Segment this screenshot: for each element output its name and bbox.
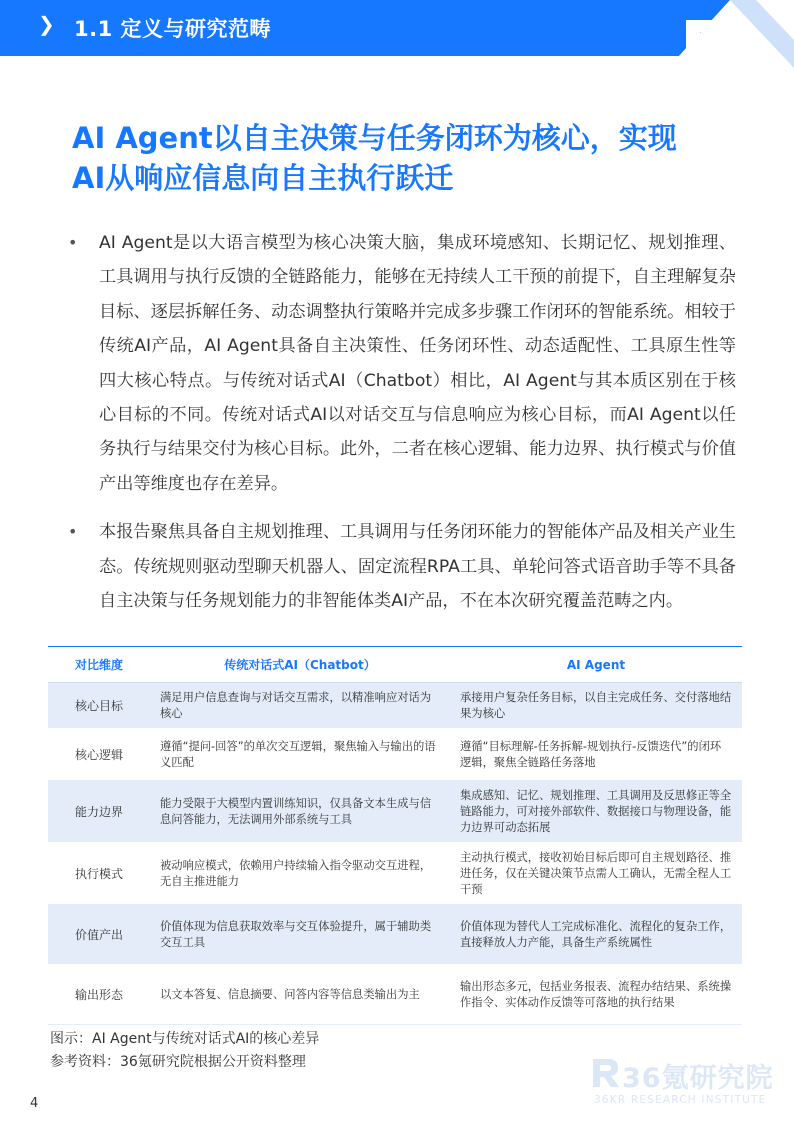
- comparison-table: [48, 646, 742, 1025]
- row-chatbot-cell: 遵循“提问-回答”的单次交互逻辑，聚焦输入与输出的语义匹配: [150, 729, 450, 781]
- table-row: [48, 729, 742, 781]
- bullet-text: 本报告聚焦具备自主规划推理、工具调用与任务闭环能力的智能体产品及相关产业生态。传统规则驱动型聊天机器人、固定流程RPA工具、单轮问答式语音助手等不具备自主决策与任务规划能力的非智能体类AI产品，不在本次研究覆盖范畴之内。: [99, 522, 736, 612]
- table-row: [48, 905, 742, 965]
- row-dimension: 能力边界: [48, 781, 150, 843]
- row-chatbot-cell: 能力受限于大模型内置训练知识，仅具备文本生成与信息问答能力，无法调用外部系统与工具: [150, 781, 450, 843]
- row-agent-cell: 输出形态多元，包括业务报表、流程办结结果、系统操作指令、实体动作反馈等可落地的执行结果: [450, 965, 742, 1025]
- bullet-item: [66, 515, 736, 618]
- table-row: [48, 781, 742, 843]
- row-agent-cell: 主动执行模式，接收初始目标后即可自主规划路径、推进任务，仅在关键决策节点需人工确认，无需全程人工干预: [450, 843, 742, 905]
- header-agent: AI Agent: [450, 647, 742, 683]
- source-note: 参考资料：36氪研究院根据公开资料整理: [50, 1054, 306, 1070]
- figure-caption: 图示：AI Agent与传统对话式AI的核心差异: [50, 1031, 320, 1047]
- institute-name-en: 36KR RESEARCH INSTITUTE: [594, 1094, 767, 1106]
- row-dimension: 核心逻辑: [48, 729, 150, 781]
- row-dimension: 输出形态: [48, 965, 150, 1025]
- row-agent-cell: 承接用户复杂任务目标，以自主完成任务、交付落地结果为核心: [450, 683, 742, 729]
- institute-r-icon: [592, 1058, 620, 1088]
- bullet-dot-icon: •: [68, 522, 78, 542]
- row-agent-cell: 遵循“目标理解-任务拆解-规划执行-反馈迭代”的闭环逻辑，聚焦全链路任务落地: [450, 729, 742, 781]
- row-agent-cell: 集成感知、记忆、规划推理、工具调用及反思修正等全链路能力，可对接外部软件、数据接口与物理设备，能力边界可动态拓展: [450, 781, 742, 843]
- bullet-list: [66, 226, 736, 632]
- row-dimension: 执行模式: [48, 843, 150, 905]
- chevron-right-icon: ❯: [38, 12, 55, 36]
- table-row: [48, 965, 742, 1025]
- headline-line-1: AI Agent以自主决策与任务闭环为核心，实现: [72, 121, 677, 155]
- row-agent-cell: 价值体现为替代人工完成标准化、流程化的复杂工作，直接释放人力产能，具备生产系统属性: [450, 905, 742, 965]
- row-dimension: 核心目标: [48, 683, 150, 729]
- row-chatbot-cell: 以文本答复、信息摘要、问答内容等信息类输出为主: [150, 965, 450, 1025]
- bullet-item: [66, 226, 736, 501]
- row-dimension: 价值产出: [48, 905, 150, 965]
- row-chatbot-cell: 被动响应模式，依赖用户持续输入指令驱动交互进程，无自主推进能力: [150, 843, 450, 905]
- header-dimension: 对比维度: [48, 647, 150, 683]
- row-chatbot-cell: 满足用户信息查询与对话交互需求，以精准响应对话为核心: [150, 683, 450, 729]
- bullet-text: AI Agent是以大语言模型为核心决策大脑，集成环境感知、长期记忆、规划推理、工具调用与执行反馈的全链路能力，能够在无持续人工干预的前提下，自主理解复杂目标、逐层拆解任务、动态调整执行策略并完成多步骤工作闭环的智能系统。相较于传统AI产品，AI Agent具备自主决策性、任务闭环性、动态适配性、工具原生性等四大核心特点。与传统对话式AI（Chatbot）相比，AI Agent与其本质区别在于核心目标的不同。传统对话式AI以对话交互与信息响应为核心目标，而AI Agent以任务执行与结果交付为核心目标。此外，二者在核心逻辑、能力边界、执行模式与价值产出等维度也存在差异。: [99, 233, 736, 494]
- institute-name-cn: 36氪研究院: [622, 1063, 774, 1094]
- header-chatbot: 传统对话式AI（Chatbot）: [150, 647, 450, 683]
- page-headline: [72, 118, 752, 198]
- logo-r-icon: [684, 18, 740, 66]
- table-row: [48, 683, 742, 729]
- table-row: [48, 843, 742, 905]
- table-header-row: [48, 647, 742, 683]
- headline-line-2: AI从响应信息向自主执行跃迁: [72, 161, 454, 195]
- page-number: 4: [30, 1096, 39, 1111]
- row-chatbot-cell: 价值体现为信息获取效率与交互体验提升，属于辅助类交互工具: [150, 905, 450, 965]
- bullet-dot-icon: •: [68, 233, 78, 252]
- section-title: 1.1 定义与研究范畴: [74, 17, 272, 41]
